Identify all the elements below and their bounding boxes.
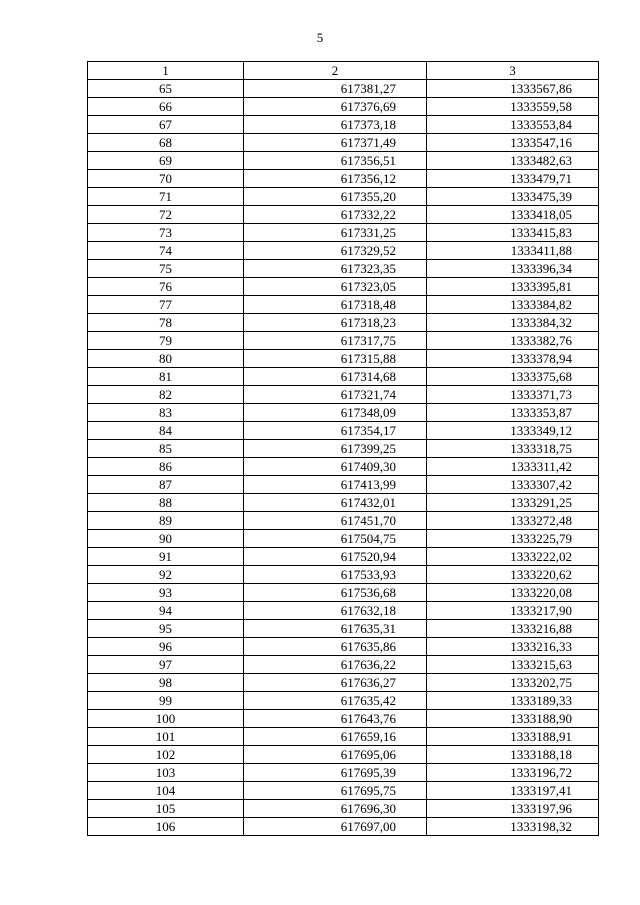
- y-coordinate-cell: 1333349,12: [427, 422, 599, 440]
- point-number-cell: 105: [88, 800, 244, 818]
- y-coordinate-cell: 1333559,58: [427, 98, 599, 116]
- x-coordinate-cell: 617697,00: [244, 818, 427, 836]
- table-row: [88, 728, 599, 746]
- table-row: [88, 206, 599, 224]
- table-row: [88, 224, 599, 242]
- y-coordinate-cell: 1333307,42: [427, 476, 599, 494]
- table-row: [88, 512, 599, 530]
- point-number-cell: 87: [88, 476, 244, 494]
- point-number-cell: 100: [88, 710, 244, 728]
- point-number-cell: 72: [88, 206, 244, 224]
- point-number-cell: 66: [88, 98, 244, 116]
- point-number-cell: 79: [88, 332, 244, 350]
- y-coordinate-cell: 1333188,18: [427, 746, 599, 764]
- table-row: [88, 332, 599, 350]
- x-coordinate-cell: 617643,76: [244, 710, 427, 728]
- table-row: [88, 620, 599, 638]
- x-coordinate-cell: 617696,30: [244, 800, 427, 818]
- x-coordinate-cell: 617632,18: [244, 602, 427, 620]
- x-coordinate-cell: 617354,17: [244, 422, 427, 440]
- x-coordinate-cell: 617317,75: [244, 332, 427, 350]
- table-row: [88, 260, 599, 278]
- table-row: [88, 746, 599, 764]
- y-coordinate-cell: 1333384,82: [427, 296, 599, 314]
- table-row: [88, 188, 599, 206]
- x-coordinate-cell: 617376,69: [244, 98, 427, 116]
- point-number-cell: 85: [88, 440, 244, 458]
- point-number-cell: 77: [88, 296, 244, 314]
- table-row: [88, 476, 599, 494]
- table-row: [88, 98, 599, 116]
- column-header-3: 3: [427, 62, 599, 80]
- y-coordinate-cell: 1333482,63: [427, 152, 599, 170]
- point-number-cell: 106: [88, 818, 244, 836]
- point-number-cell: 103: [88, 764, 244, 782]
- x-coordinate-cell: 617536,68: [244, 584, 427, 602]
- y-coordinate-cell: 1333479,71: [427, 170, 599, 188]
- table-row: [88, 152, 599, 170]
- point-number-cell: 82: [88, 386, 244, 404]
- coordinates-table: [87, 61, 599, 836]
- point-number-cell: 74: [88, 242, 244, 260]
- table-row: [88, 134, 599, 152]
- x-coordinate-cell: 617355,20: [244, 188, 427, 206]
- table-row: [88, 584, 599, 602]
- x-coordinate-cell: 617318,48: [244, 296, 427, 314]
- point-number-cell: 81: [88, 368, 244, 386]
- y-coordinate-cell: 1333220,08: [427, 584, 599, 602]
- x-coordinate-cell: 617695,75: [244, 782, 427, 800]
- y-coordinate-cell: 1333225,79: [427, 530, 599, 548]
- y-coordinate-cell: 1333220,62: [427, 566, 599, 584]
- x-coordinate-cell: 617451,70: [244, 512, 427, 530]
- table-row: [88, 818, 599, 836]
- y-coordinate-cell: 1333415,83: [427, 224, 599, 242]
- point-number-cell: 70: [88, 170, 244, 188]
- table-body: [88, 80, 599, 836]
- column-header-2: 2: [244, 62, 427, 80]
- x-coordinate-cell: 617373,18: [244, 116, 427, 134]
- y-coordinate-cell: 1333216,33: [427, 638, 599, 656]
- x-coordinate-cell: 617329,52: [244, 242, 427, 260]
- y-coordinate-cell: 1333371,73: [427, 386, 599, 404]
- y-coordinate-cell: 1333553,84: [427, 116, 599, 134]
- x-coordinate-cell: 617432,01: [244, 494, 427, 512]
- x-coordinate-cell: 617323,35: [244, 260, 427, 278]
- point-number-cell: 89: [88, 512, 244, 530]
- table-row: [88, 710, 599, 728]
- x-coordinate-cell: 617636,22: [244, 656, 427, 674]
- x-coordinate-cell: 617520,94: [244, 548, 427, 566]
- table-row: [88, 494, 599, 512]
- y-coordinate-cell: 1333189,33: [427, 692, 599, 710]
- table-row: [88, 548, 599, 566]
- table-row: [88, 368, 599, 386]
- point-number-cell: 91: [88, 548, 244, 566]
- table-row: [88, 692, 599, 710]
- table-row: [88, 296, 599, 314]
- table-row: [88, 278, 599, 296]
- y-coordinate-cell: 1333197,96: [427, 800, 599, 818]
- point-number-cell: 93: [88, 584, 244, 602]
- x-coordinate-cell: 617533,93: [244, 566, 427, 584]
- point-number-cell: 83: [88, 404, 244, 422]
- y-coordinate-cell: 1333222,02: [427, 548, 599, 566]
- point-number-cell: 88: [88, 494, 244, 512]
- point-number-cell: 75: [88, 260, 244, 278]
- point-number-cell: 73: [88, 224, 244, 242]
- y-coordinate-cell: 1333272,48: [427, 512, 599, 530]
- x-coordinate-cell: 617348,09: [244, 404, 427, 422]
- x-coordinate-cell: 617695,39: [244, 764, 427, 782]
- point-number-cell: 96: [88, 638, 244, 656]
- table-row: [88, 440, 599, 458]
- table-row: [88, 386, 599, 404]
- point-number-cell: 95: [88, 620, 244, 638]
- y-coordinate-cell: 1333202,75: [427, 674, 599, 692]
- x-coordinate-cell: 617314,68: [244, 368, 427, 386]
- y-coordinate-cell: 1333196,72: [427, 764, 599, 782]
- x-coordinate-cell: 617409,30: [244, 458, 427, 476]
- y-coordinate-cell: 1333318,75: [427, 440, 599, 458]
- y-coordinate-cell: 1333411,88: [427, 242, 599, 260]
- x-coordinate-cell: 617413,99: [244, 476, 427, 494]
- point-number-cell: 69: [88, 152, 244, 170]
- y-coordinate-cell: 1333418,05: [427, 206, 599, 224]
- table-row: [88, 314, 599, 332]
- y-coordinate-cell: 1333396,34: [427, 260, 599, 278]
- y-coordinate-cell: 1333395,81: [427, 278, 599, 296]
- point-number-cell: 101: [88, 728, 244, 746]
- point-number-cell: 84: [88, 422, 244, 440]
- table-row: [88, 530, 599, 548]
- point-number-cell: 94: [88, 602, 244, 620]
- y-coordinate-cell: 1333216,88: [427, 620, 599, 638]
- table-row: [88, 80, 599, 98]
- y-coordinate-cell: 1333291,25: [427, 494, 599, 512]
- table-row: [88, 674, 599, 692]
- x-coordinate-cell: 617695,06: [244, 746, 427, 764]
- point-number-cell: 86: [88, 458, 244, 476]
- table-row: [88, 458, 599, 476]
- point-number-cell: 80: [88, 350, 244, 368]
- point-number-cell: 65: [88, 80, 244, 98]
- x-coordinate-cell: 617504,75: [244, 530, 427, 548]
- point-number-cell: 67: [88, 116, 244, 134]
- y-coordinate-cell: 1333475,39: [427, 188, 599, 206]
- point-number-cell: 90: [88, 530, 244, 548]
- y-coordinate-cell: 1333384,32: [427, 314, 599, 332]
- point-number-cell: 97: [88, 656, 244, 674]
- y-coordinate-cell: 1333197,41: [427, 782, 599, 800]
- x-coordinate-cell: 617315,88: [244, 350, 427, 368]
- point-number-cell: 78: [88, 314, 244, 332]
- table-row: [88, 638, 599, 656]
- x-coordinate-cell: 617399,25: [244, 440, 427, 458]
- table-row: [88, 656, 599, 674]
- table-row: [88, 350, 599, 368]
- x-coordinate-cell: 617321,74: [244, 386, 427, 404]
- y-coordinate-cell: 1333188,91: [427, 728, 599, 746]
- table-row: [88, 404, 599, 422]
- y-coordinate-cell: 1333217,90: [427, 602, 599, 620]
- page-number: 5: [316, 30, 324, 45]
- x-coordinate-cell: 617332,22: [244, 206, 427, 224]
- y-coordinate-cell: 1333311,42: [427, 458, 599, 476]
- point-number-cell: 104: [88, 782, 244, 800]
- x-coordinate-cell: 617356,12: [244, 170, 427, 188]
- table-row: [88, 242, 599, 260]
- point-number-cell: 68: [88, 134, 244, 152]
- y-coordinate-cell: 1333188,90: [427, 710, 599, 728]
- x-coordinate-cell: 617635,42: [244, 692, 427, 710]
- point-number-cell: 98: [88, 674, 244, 692]
- point-number-cell: 76: [88, 278, 244, 296]
- x-coordinate-cell: 617318,23: [244, 314, 427, 332]
- point-number-cell: 99: [88, 692, 244, 710]
- y-coordinate-cell: 1333375,68: [427, 368, 599, 386]
- y-coordinate-cell: 1333382,76: [427, 332, 599, 350]
- table-row: [88, 116, 599, 134]
- table-row: [88, 566, 599, 584]
- x-coordinate-cell: 617323,05: [244, 278, 427, 296]
- table-row: [88, 764, 599, 782]
- point-number-cell: 92: [88, 566, 244, 584]
- y-coordinate-cell: 1333378,94: [427, 350, 599, 368]
- y-coordinate-cell: 1333547,16: [427, 134, 599, 152]
- x-coordinate-cell: 617636,27: [244, 674, 427, 692]
- table-header-row: [88, 62, 599, 80]
- table-row: [88, 800, 599, 818]
- x-coordinate-cell: 617659,16: [244, 728, 427, 746]
- table-row: [88, 170, 599, 188]
- x-coordinate-cell: 617635,31: [244, 620, 427, 638]
- column-header-1: 1: [88, 62, 244, 80]
- y-coordinate-cell: 1333353,87: [427, 404, 599, 422]
- x-coordinate-cell: 617381,27: [244, 80, 427, 98]
- x-coordinate-cell: 617356,51: [244, 152, 427, 170]
- table-row: [88, 602, 599, 620]
- point-number-cell: 71: [88, 188, 244, 206]
- table-row: [88, 782, 599, 800]
- x-coordinate-cell: 617371,49: [244, 134, 427, 152]
- x-coordinate-cell: 617635,86: [244, 638, 427, 656]
- y-coordinate-cell: 1333215,63: [427, 656, 599, 674]
- point-number-cell: 102: [88, 746, 244, 764]
- y-coordinate-cell: 1333567,86: [427, 80, 599, 98]
- table-row: [88, 422, 599, 440]
- y-coordinate-cell: 1333198,32: [427, 818, 599, 836]
- x-coordinate-cell: 617331,25: [244, 224, 427, 242]
